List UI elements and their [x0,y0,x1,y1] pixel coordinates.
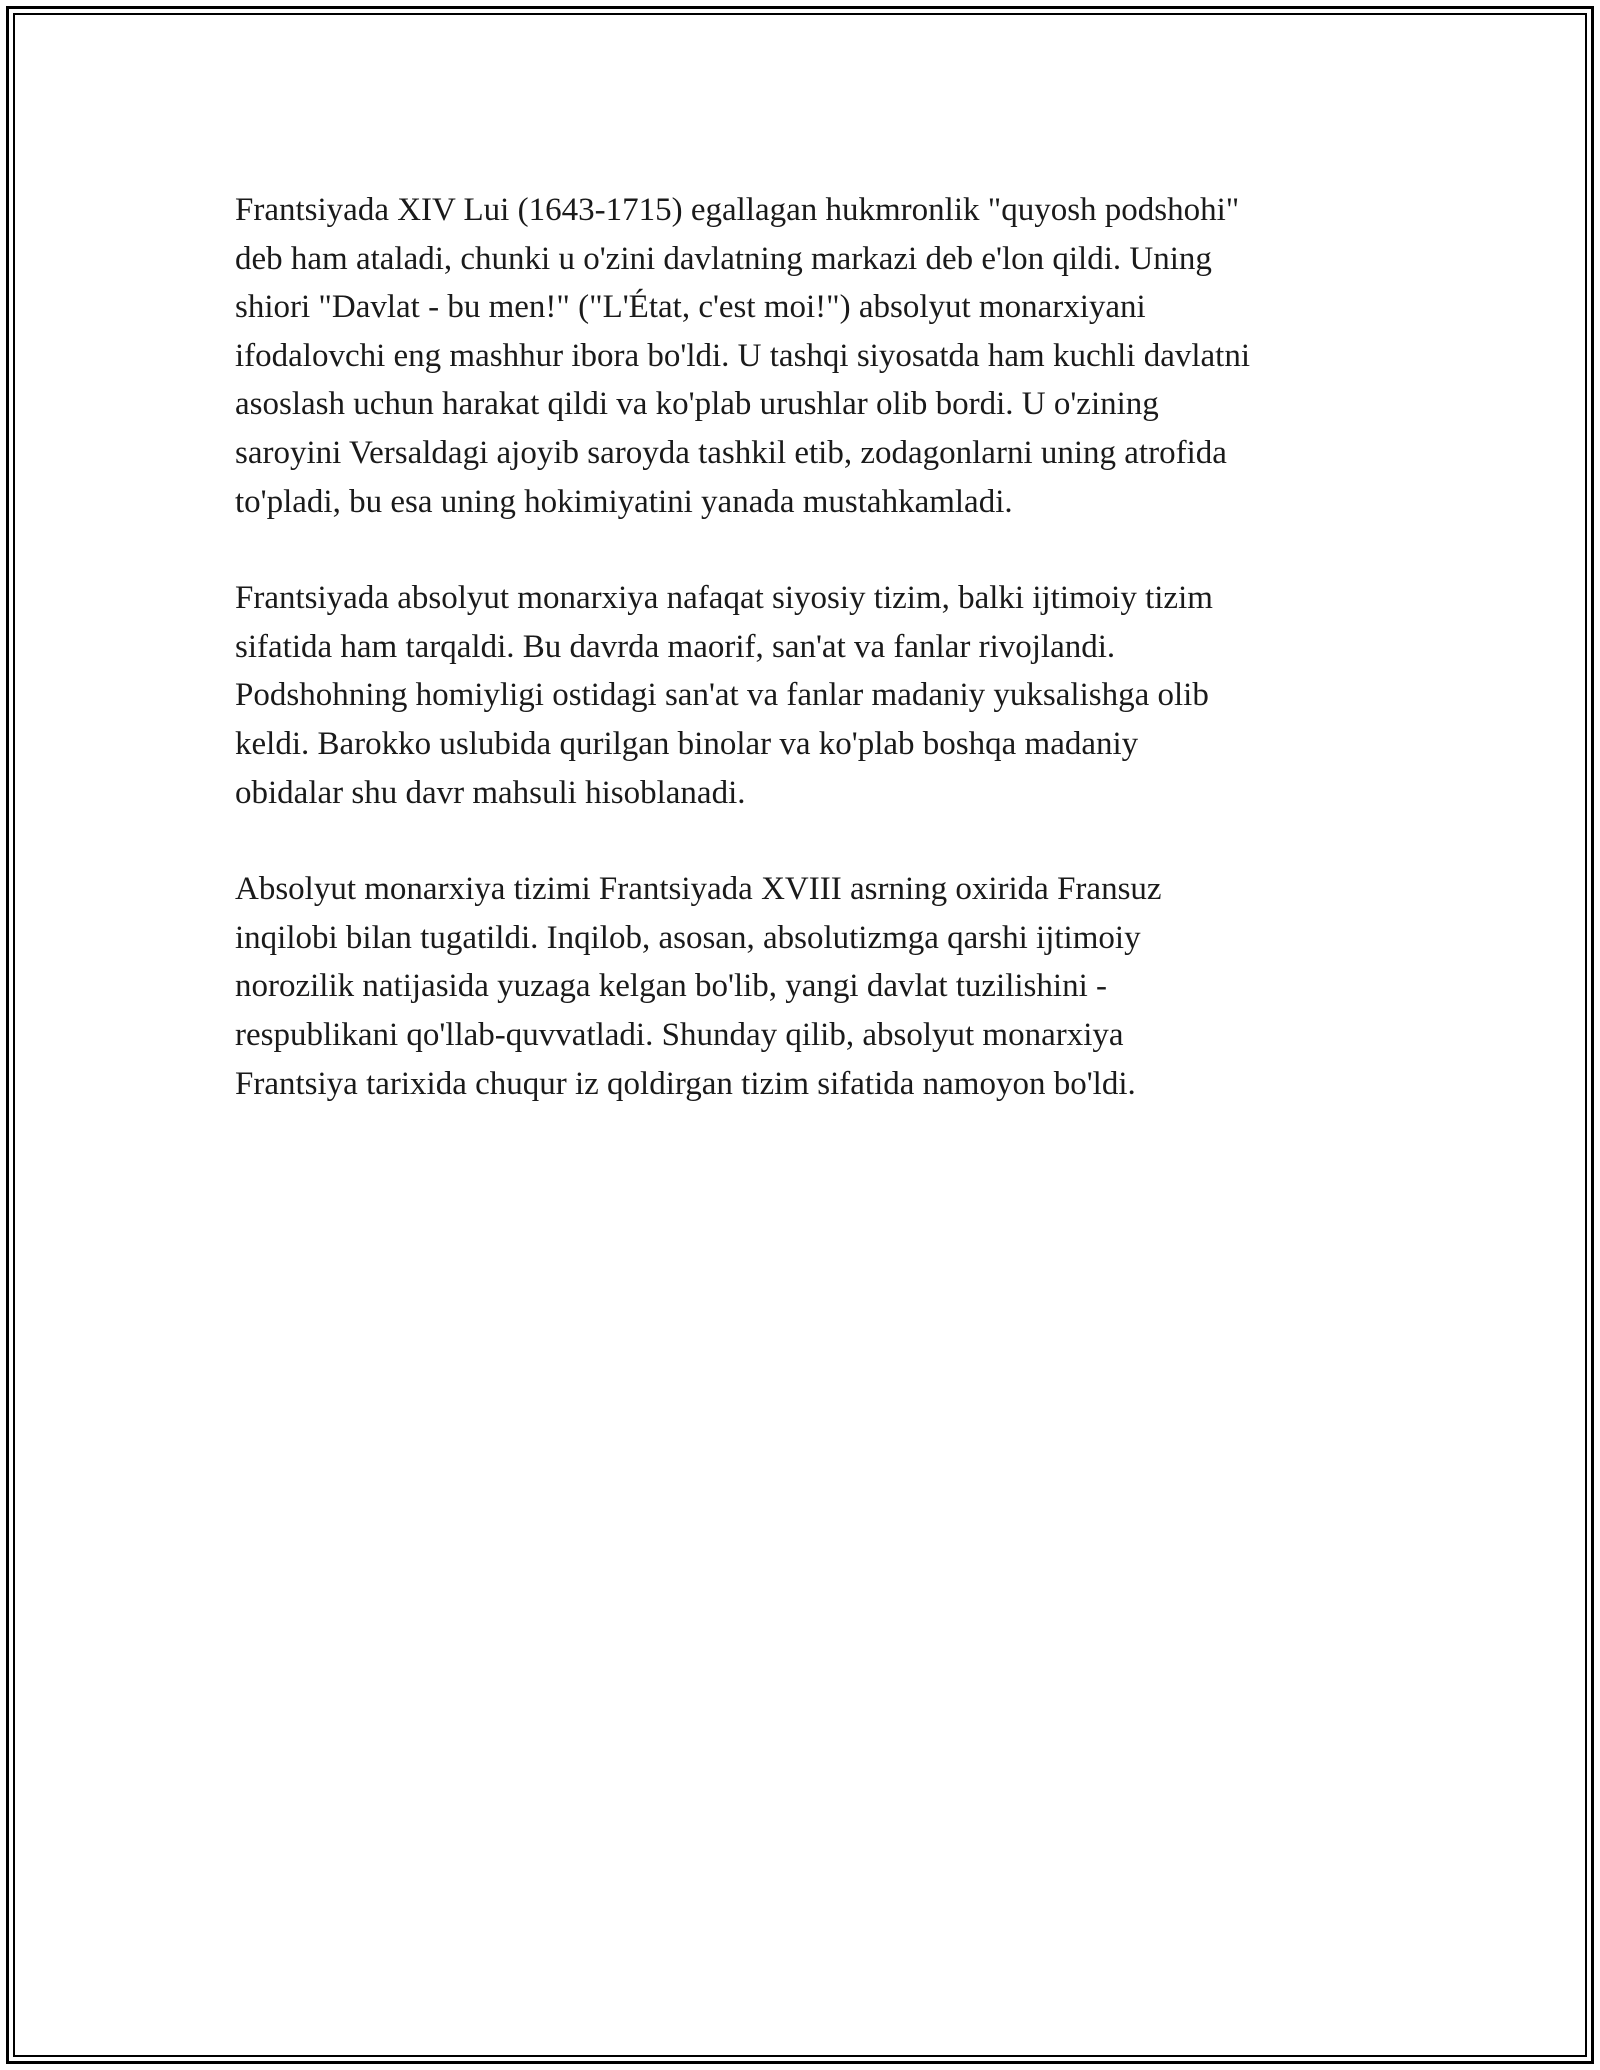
paragraph-line: Absolyut monarxiya tizimi Frantsiyada XVIII asrning oxirida Fransuz [235,871,1162,908]
paragraph-line: saroyini Versaldagi ajoyib saroyda tashkil etib, zodagonlarni uning atrofida [235,434,1227,471]
paragraph-line: norozilik natijasida yuzaga kelgan bo'lib, yangi davlat tuzilishini - [235,968,1107,1005]
paragraph-line: respublikani qo'llab-quvvatladi. Shunday qilib, absolyut monarxiya [235,1016,1124,1053]
paragraph-line: inqilobi bilan tugatildi. Inqilob, asosan, absolutizmga qarshi ijtimoiy [235,919,1141,956]
paragraph-line: keldi. Barokko uslubida qurilgan binolar va ko'plab boshqa madaniy [235,725,1139,762]
document-body [235,186,1370,1156]
paragraph-2 [235,574,1370,817]
paragraph-line: sifatida ham tarqaldi. Bu davrda maorif, san'at va fanlar rivojlandi. [235,628,1116,665]
paragraph-3 [235,865,1370,1108]
paragraph-1 [235,186,1370,526]
paragraph-line: ifodalovchi eng mashhur ibora bo'ldi. U tashqi siyosatda ham kuchli davlatni [235,337,1250,374]
paragraph-line: asoslash uchun harakat qildi va ko'plab urushlar olib bordi. U o'zining [235,386,1159,423]
paragraph-line: obidalar shu davr mahsuli hisoblanadi. [235,774,746,811]
paragraph-line: Frantsiyada XIV Lui (1643-1715) egallagan hukmronlik "quyosh podshohi" [235,192,1240,228]
paragraph-line: Frantsiya tarixida chuqur iz qoldirgan tizim sifatida namoyon bo'ldi. [235,1065,1136,1102]
paragraph-line: to'pladi, bu esa uning hokimiyatini yanada mustahkamladi. [235,483,1013,520]
paragraph-line: Podshohning homiyligi ostidagi san'at va fanlar madaniy yuksalishga olib [235,677,1209,714]
paragraph-line: Frantsiyada absolyut monarxiya nafaqat siyosiy tizim, balki ijtimoiy tizim [235,580,1213,617]
paragraph-line: shiori "Davlat - bu men!" ("L'État, c'est moi!") absolyut monarxiyani [235,289,1146,326]
paragraph-line: deb ham ataladi, chunki u o'zini davlatning markazi deb e'lon qildi. Uning [235,240,1212,277]
